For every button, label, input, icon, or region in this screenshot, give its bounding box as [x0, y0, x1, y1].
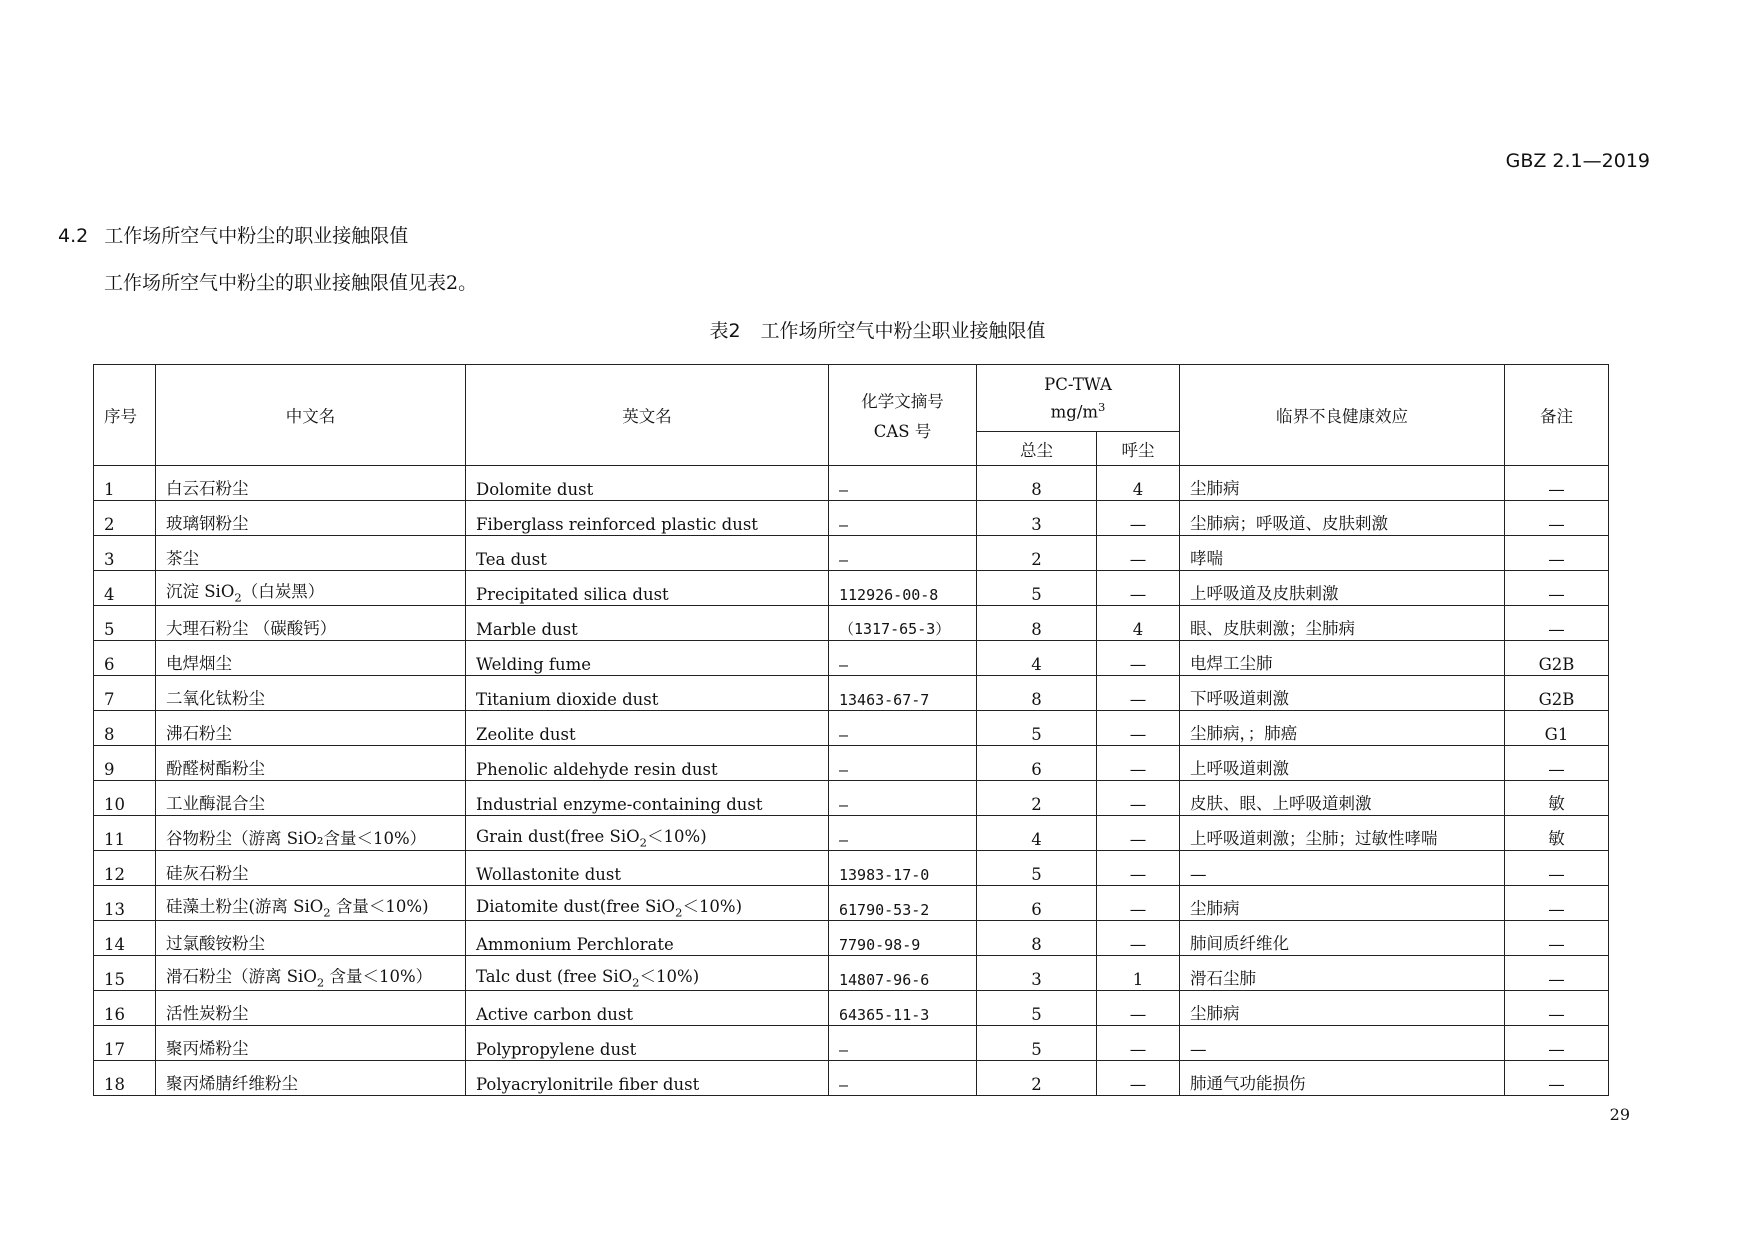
cell-cas: 13983-17-0 — [829, 851, 977, 886]
cell-note: — — [1505, 886, 1609, 921]
cell-en-name-sub: 2 — [639, 835, 648, 849]
standard-code: GBZ 2.1—2019 — [1505, 150, 1650, 172]
cell-en-name — [466, 816, 829, 851]
cell-en-name: Fiberglass reinforced plastic dust — [466, 501, 829, 536]
cell-total: 3 — [977, 501, 1097, 536]
cell-resp: — — [1097, 991, 1180, 1026]
cell-effect: 肺间质纤维化 — [1180, 921, 1505, 956]
cell-cas: 7790-98-9 — [829, 921, 977, 956]
cell-cn-name: 过氯酸铵粉尘 — [156, 921, 466, 956]
cell-en-name: Polypropylene dust — [466, 1026, 829, 1061]
cell-resp: — — [1097, 921, 1180, 956]
cell-no: 17 — [94, 1026, 156, 1061]
cell-total: 2 — [977, 781, 1097, 816]
cell-en-name: Marble dust — [466, 606, 829, 641]
cell-cas: — — [829, 641, 977, 676]
section-title: 工作场所空气中粉尘的职业接触限值 — [104, 225, 409, 247]
cell-note: 敏 — [1505, 816, 1609, 851]
header-cas-line1: 化学文摘号 — [861, 392, 944, 411]
cell-cas: — — [829, 1026, 977, 1061]
cell-effect: 尘肺病，；肺癌 — [1180, 711, 1505, 746]
table-row — [94, 641, 1609, 676]
cell-note: — — [1505, 851, 1609, 886]
cell-cn-name: 聚丙烯腈纤维粉尘 — [156, 1061, 466, 1096]
cell-no: 9 — [94, 746, 156, 781]
table-row — [94, 956, 1609, 991]
cell-effect: 滑石尘肺 — [1180, 956, 1505, 991]
cell-total: 4 — [977, 816, 1097, 851]
cell-no: 12 — [94, 851, 156, 886]
cell-effect: 哮喘 — [1180, 536, 1505, 571]
cell-effect: 眼、皮肤刺激；尘肺病 — [1180, 606, 1505, 641]
cell-cas: 64365-11-3 — [829, 991, 977, 1026]
cell-effect: 电焊工尘肺 — [1180, 641, 1505, 676]
header-cas-line2: CAS 号 — [873, 422, 932, 441]
cell-resp: — — [1097, 1026, 1180, 1061]
cell-en-name-sub: 2 — [675, 905, 683, 919]
cell-cas: （1317-65-3） — [829, 606, 977, 641]
cell-cn-name: 大理石粉尘 （碳酸钙） — [156, 606, 466, 641]
cell-resp: — — [1097, 781, 1180, 816]
header-effect: 临界不良健康效应 — [1180, 365, 1505, 466]
cell-cas: 112926-00-8 — [829, 571, 977, 606]
cell-note: — — [1505, 1061, 1609, 1096]
cell-resp: — — [1097, 816, 1180, 851]
cell-en-name: Active carbon dust — [466, 991, 829, 1026]
header-no: 序号 — [94, 365, 156, 466]
header-unit-sup: 3 — [1098, 399, 1106, 414]
cell-resp: — — [1097, 746, 1180, 781]
cell-en-name-part: ＜10%) — [682, 896, 743, 916]
table-row — [94, 606, 1609, 641]
cell-en-name: Titanium dioxide dust — [466, 676, 829, 711]
cell-en-name: Polyacrylonitrile fiber dust — [466, 1061, 829, 1096]
table-row — [94, 746, 1609, 781]
cell-resp: — — [1097, 886, 1180, 921]
cell-cn-name-part: 含量＜10%） — [324, 966, 433, 986]
cell-cas: — — [829, 1061, 977, 1096]
cell-effect: 尘肺病 — [1180, 886, 1505, 921]
cell-en-name: Industrial enzyme-containing dust — [466, 781, 829, 816]
table-title: 工作场所空气中粉尘职业接触限值 — [760, 320, 1046, 342]
cell-cas: — — [829, 746, 977, 781]
cell-resp: — — [1097, 536, 1180, 571]
table-row — [94, 536, 1609, 571]
cell-no: 7 — [94, 676, 156, 711]
cell-effect: 皮肤、眼、上呼吸道刺激 — [1180, 781, 1505, 816]
section-number: 4.2 — [58, 225, 89, 247]
cell-note: — — [1505, 571, 1609, 606]
cell-no: 16 — [94, 991, 156, 1026]
cell-note: 敏 — [1505, 781, 1609, 816]
exposure-limits-table — [93, 364, 1609, 1096]
cell-total: 2 — [977, 1061, 1097, 1096]
cell-total: 5 — [977, 991, 1097, 1026]
cell-note: — — [1505, 466, 1609, 501]
cell-no: 10 — [94, 781, 156, 816]
cell-resp: 4 — [1097, 466, 1180, 501]
header-cas — [829, 365, 977, 466]
header-total-dust: 总尘 — [977, 432, 1097, 466]
cell-cas: — — [829, 466, 977, 501]
table-caption — [0, 316, 1755, 343]
cell-cn-name-part: 沉淀 SiO — [166, 581, 235, 601]
cell-cas: 14807-96-6 — [829, 956, 977, 991]
cell-note: — — [1505, 1026, 1609, 1061]
cell-en-name — [466, 956, 829, 991]
cell-cn-name-part: 滑石粉尘（游离 SiO — [166, 966, 317, 986]
header-note: 备注 — [1505, 365, 1609, 466]
cell-note: — — [1505, 921, 1609, 956]
cell-no: 11 — [94, 816, 156, 851]
cell-en-name: Zeolite dust — [466, 711, 829, 746]
table-row — [94, 816, 1609, 851]
cell-en-name-part: Diatomite dust(free SiO — [476, 896, 676, 916]
cell-en-name: Dolomite dust — [466, 466, 829, 501]
cell-effect: — — [1180, 1026, 1505, 1061]
cell-total: 8 — [977, 676, 1097, 711]
cell-total: 4 — [977, 641, 1097, 676]
cell-note: — — [1505, 536, 1609, 571]
cell-cn-name: 硅灰石粉尘 — [156, 851, 466, 886]
cell-en-name-part: ＜10%) — [647, 826, 707, 846]
cell-total: 8 — [977, 466, 1097, 501]
cell-cn-name-sub: 2 — [323, 905, 331, 919]
cell-note: G1 — [1505, 711, 1609, 746]
table-row — [94, 991, 1609, 1026]
cell-cn-name: 酚醛树酯粉尘 — [156, 746, 466, 781]
cell-resp: — — [1097, 501, 1180, 536]
section-heading — [58, 221, 408, 248]
cell-cas: 61790-53-2 — [829, 886, 977, 921]
cell-effect: 上呼吸道刺激；尘肺；过敏性哮喘 — [1180, 816, 1505, 851]
cell-resp: — — [1097, 571, 1180, 606]
cell-effect: 尘肺病 — [1180, 991, 1505, 1026]
cell-effect: 下呼吸道刺激 — [1180, 676, 1505, 711]
cell-no: 4 — [94, 571, 156, 606]
table-row — [94, 1026, 1609, 1061]
cell-en-name: Ammonium Perchlorate — [466, 921, 829, 956]
cell-effect: — — [1180, 851, 1505, 886]
cell-en-name: Tea dust — [466, 536, 829, 571]
cell-note: — — [1505, 991, 1609, 1026]
cell-no: 3 — [94, 536, 156, 571]
table-row — [94, 711, 1609, 746]
cell-total: 5 — [977, 571, 1097, 606]
cell-cas: — — [829, 501, 977, 536]
cell-total: 5 — [977, 711, 1097, 746]
cell-cn-name-part: 硅藻土粉尘(游离 SiO — [166, 896, 324, 916]
table-row — [94, 886, 1609, 921]
cell-cas: — — [829, 536, 977, 571]
cell-no: 18 — [94, 1061, 156, 1096]
cell-total: 6 — [977, 746, 1097, 781]
table-row — [94, 571, 1609, 606]
cell-cn-name: 工业酶混合尘 — [156, 781, 466, 816]
cell-cn-name-sub: 2 — [234, 590, 242, 604]
cell-note: — — [1505, 956, 1609, 991]
cell-resp: — — [1097, 711, 1180, 746]
cell-resp: — — [1097, 1061, 1180, 1096]
cell-cas: — — [829, 711, 977, 746]
cell-effect: 尘肺病；呼吸道、皮肤刺激 — [1180, 501, 1505, 536]
cell-cn-name: 谷物粉尘（游离 SiO₂含量＜10%） — [156, 816, 466, 851]
cell-cas: — — [829, 816, 977, 851]
cell-total: 8 — [977, 921, 1097, 956]
cell-total: 5 — [977, 1026, 1097, 1061]
cell-cn-name: 电焊烟尘 — [156, 641, 466, 676]
cell-no: 2 — [94, 501, 156, 536]
cell-effect: 肺通气功能损伤 — [1180, 1061, 1505, 1096]
cell-en-name — [466, 886, 829, 921]
table-row — [94, 1061, 1609, 1096]
cell-total: 2 — [977, 536, 1097, 571]
cell-cas: 13463-67-7 — [829, 676, 977, 711]
cell-en-name: Precipitated silica dust — [466, 571, 829, 606]
cell-cn-name-part: （白炭黑） — [241, 581, 325, 601]
cell-resp: 1 — [1097, 956, 1180, 991]
cell-total: 3 — [977, 956, 1097, 991]
cell-cas: — — [829, 781, 977, 816]
cell-en-name-part: Talc dust (free SiO — [476, 966, 633, 986]
header-unit-text: mg/m — [1050, 402, 1099, 422]
cell-cn-name: 沸石粉尘 — [156, 711, 466, 746]
table-row — [94, 781, 1609, 816]
cell-en-name: Wollastonite dust — [466, 851, 829, 886]
cell-effect: 尘肺病 — [1180, 466, 1505, 501]
cell-cn-name: 活性炭粉尘 — [156, 991, 466, 1026]
cell-no: 13 — [94, 886, 156, 921]
cell-note: — — [1505, 606, 1609, 641]
cell-cn-name-sub: 2 — [316, 975, 325, 989]
table-label: 表2 — [709, 320, 741, 342]
cell-cn-name — [156, 956, 466, 991]
cell-no: 15 — [94, 956, 156, 991]
cell-effect: 上呼吸道刺激 — [1180, 746, 1505, 781]
cell-resp: — — [1097, 676, 1180, 711]
cell-total: 5 — [977, 851, 1097, 886]
cell-no: 1 — [94, 466, 156, 501]
cell-cn-name-part: 含量＜10%) — [330, 896, 429, 916]
cell-total: 8 — [977, 606, 1097, 641]
cell-no: 14 — [94, 921, 156, 956]
cell-note: G2B — [1505, 676, 1609, 711]
table-row — [94, 921, 1609, 956]
body-paragraph: 工作场所空气中粉尘的职业接触限值见表2。 — [104, 272, 478, 294]
header-pctwa-label: PC-TWA — [1044, 374, 1112, 394]
cell-en-name: Welding fume — [466, 641, 829, 676]
cell-cn-name: 白云石粉尘 — [156, 466, 466, 501]
table-row — [94, 501, 1609, 536]
cell-cn-name — [156, 886, 466, 921]
cell-resp: — — [1097, 851, 1180, 886]
header-unit — [987, 400, 1169, 422]
cell-cn-name: 茶尘 — [156, 536, 466, 571]
cell-en-name-sub: 2 — [632, 975, 640, 989]
cell-no: 6 — [94, 641, 156, 676]
cell-effect: 上呼吸道及皮肤刺激 — [1180, 571, 1505, 606]
cell-resp: 4 — [1097, 606, 1180, 641]
header-en-name: 英文名 — [466, 365, 829, 466]
header-resp-dust: 呼尘 — [1097, 432, 1180, 466]
cell-note: G2B — [1505, 641, 1609, 676]
header-pctwa — [977, 365, 1180, 432]
table-row — [94, 466, 1609, 501]
cell-no: 8 — [94, 711, 156, 746]
cell-resp: — — [1097, 641, 1180, 676]
cell-cn-name — [156, 571, 466, 606]
cell-note: — — [1505, 501, 1609, 536]
cell-total: 6 — [977, 886, 1097, 921]
cell-cn-name: 聚丙烯粉尘 — [156, 1026, 466, 1061]
cell-en-name-part: Grain dust(free SiO — [476, 826, 640, 846]
cell-note: — — [1505, 746, 1609, 781]
cell-en-name: Phenolic aldehyde resin dust — [466, 746, 829, 781]
cell-no: 5 — [94, 606, 156, 641]
page-number: 29 — [1609, 1105, 1630, 1124]
header-cn-name: 中文名 — [156, 365, 466, 466]
cell-cn-name: 二氧化钛粉尘 — [156, 676, 466, 711]
cell-en-name-part: ＜10%) — [639, 966, 700, 986]
table-row — [94, 851, 1609, 886]
cell-cn-name: 玻璃钢粉尘 — [156, 501, 466, 536]
table-row — [94, 676, 1609, 711]
